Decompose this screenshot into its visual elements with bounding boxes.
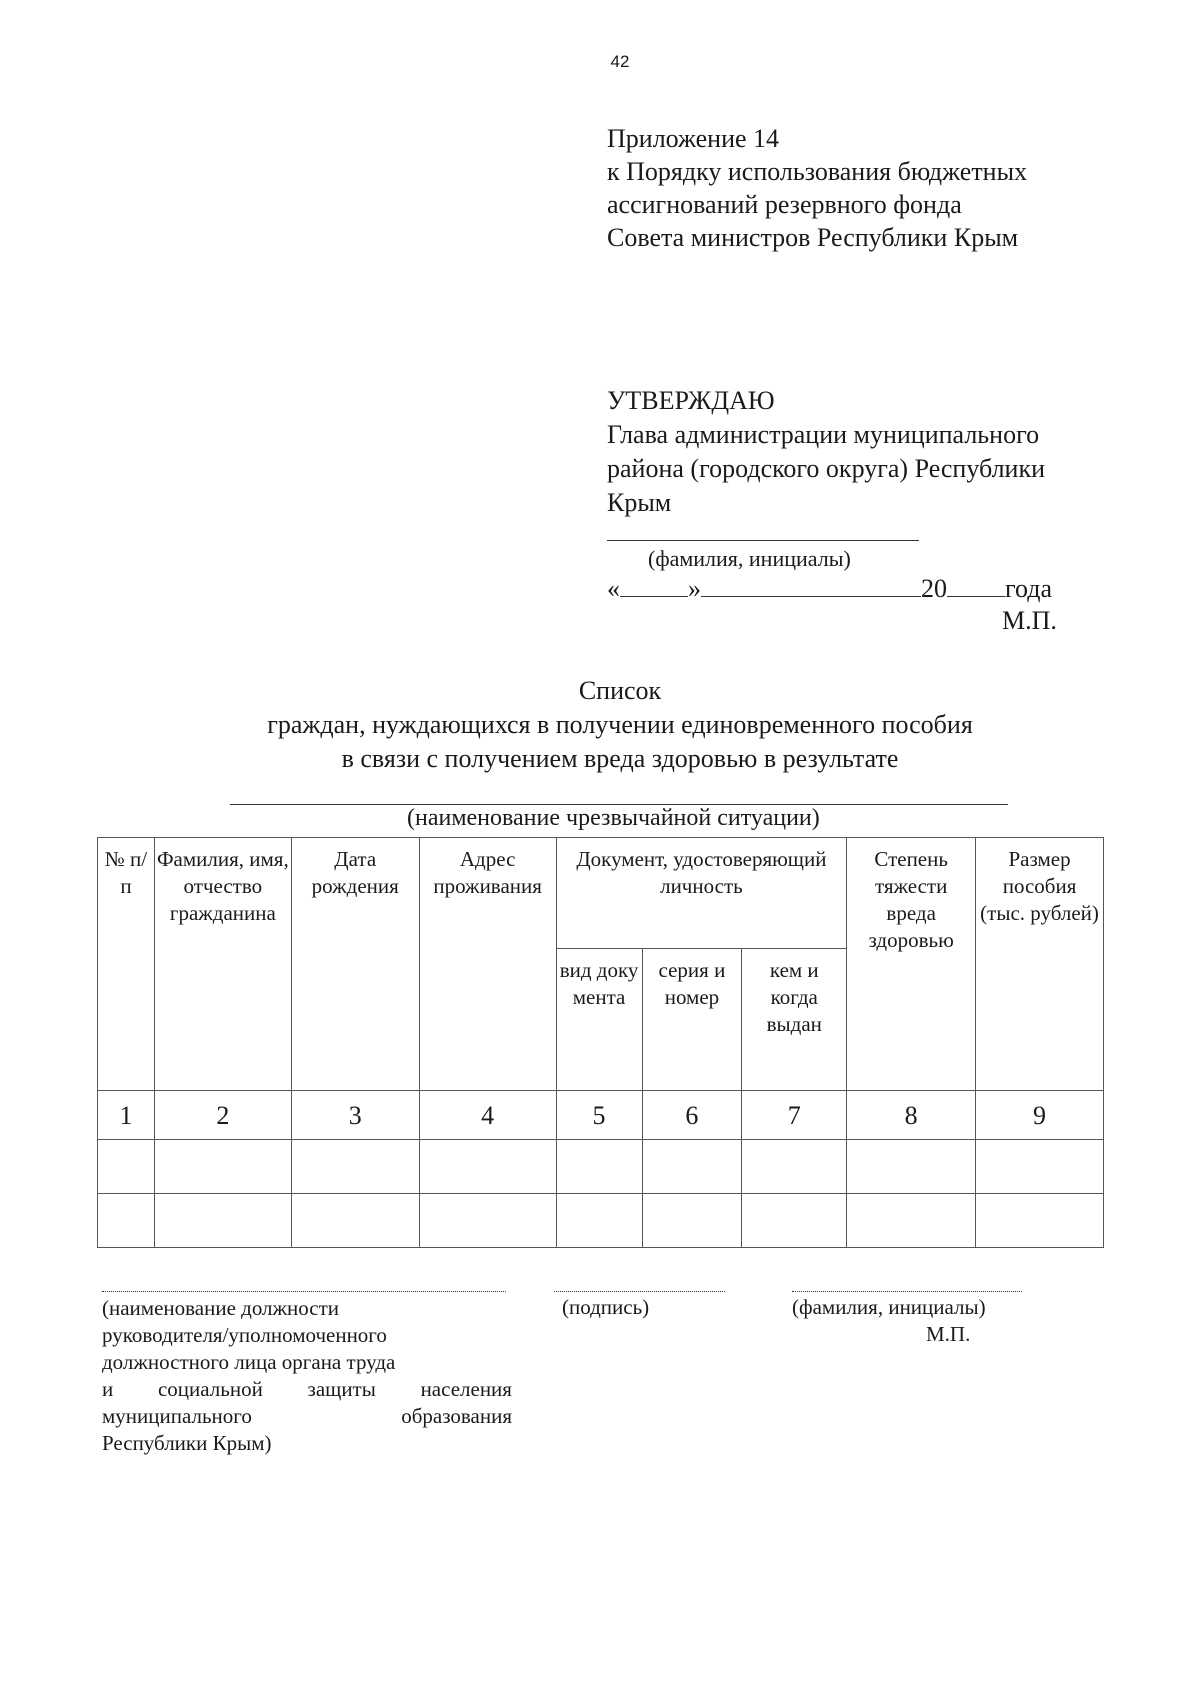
header-row — [98, 838, 1104, 949]
annex-line: Приложение 14 — [607, 124, 780, 153]
column-number-row — [98, 1091, 1104, 1140]
caption-word: социальной — [157, 1377, 263, 1401]
table-row — [98, 1140, 1104, 1194]
header-num: № п/п — [98, 838, 155, 1091]
date-century: 20 — [921, 574, 947, 603]
approval-line: района (городского округа) Республики — [607, 454, 1046, 483]
name-line[interactable] — [792, 1291, 1022, 1292]
citizens-table — [97, 837, 1104, 1248]
approval-signature-caption: (фамилия, инициалы) — [648, 546, 851, 571]
page-number: 42 — [610, 52, 630, 71]
date-year-blank[interactable] — [947, 572, 1005, 597]
table-cell[interactable] — [556, 1140, 642, 1194]
approval-stamp: М.П. — [1002, 606, 1057, 635]
caption-word: защиты — [307, 1377, 376, 1401]
date-year-word: года — [1005, 574, 1053, 603]
table-cell[interactable] — [98, 1140, 155, 1194]
title-line: в связи с получением вреда здоровью в результате — [341, 744, 899, 773]
table-cell[interactable] — [154, 1140, 291, 1194]
approval-line: Глава администрации муниципального — [607, 420, 1040, 449]
position-caption — [102, 1295, 512, 1457]
approval-date-line — [607, 572, 1052, 604]
position-line[interactable] — [102, 1291, 506, 1292]
table-cell[interactable] — [642, 1140, 742, 1194]
table-cell[interactable] — [556, 1194, 642, 1248]
table-cell[interactable] — [419, 1194, 556, 1248]
annex-line: к Порядку использования бюджетных — [607, 157, 1028, 186]
column-number: 2 — [154, 1091, 291, 1140]
approval-block — [607, 384, 1045, 520]
approval-heading: УТВЕРЖДАЮ — [607, 386, 775, 415]
position-caption-line: Республики Крым) — [102, 1431, 272, 1455]
date-month-blank[interactable] — [701, 572, 921, 597]
table-cell[interactable] — [98, 1194, 155, 1248]
header-doc-series: серия и номер — [642, 949, 742, 1091]
table-cell[interactable] — [291, 1194, 419, 1248]
caption-word: образования — [401, 1404, 512, 1428]
name-caption: (фамилия, инициалы) — [792, 1295, 986, 1319]
header-amount: Размер пособия (тыс. рублей) — [976, 838, 1104, 1091]
header-doc-issued: кем и когда выдан — [742, 949, 847, 1091]
position-caption-line: (наименование должности — [102, 1296, 340, 1320]
footer-stamp: М.П. — [926, 1322, 971, 1346]
table-cell[interactable] — [847, 1140, 976, 1194]
signature-caption: (подпись) — [562, 1295, 650, 1319]
table-cell[interactable] — [154, 1194, 291, 1248]
position-caption-line — [102, 1376, 512, 1403]
document-title — [200, 674, 1040, 776]
column-number: 1 — [98, 1091, 155, 1140]
annex-line: ассигнований резервного фонда — [607, 190, 962, 219]
date-day-blank[interactable] — [620, 572, 688, 597]
signature-line[interactable] — [554, 1291, 725, 1292]
table-cell[interactable] — [976, 1140, 1104, 1194]
column-number: 4 — [419, 1091, 556, 1140]
header-document: Документ, удостоверяющий личность — [556, 838, 847, 949]
table-cell[interactable] — [642, 1194, 742, 1248]
header-doc-type: вид доку мента — [556, 949, 642, 1091]
date-close-quote: » — [688, 574, 701, 603]
table-cell[interactable] — [847, 1194, 976, 1248]
table-cell[interactable] — [419, 1140, 556, 1194]
title-line: Список — [578, 676, 662, 705]
header-severity: Степень тяжести вреда здоровью — [847, 838, 976, 1091]
column-number: 8 — [847, 1091, 976, 1140]
column-number: 5 — [556, 1091, 642, 1140]
column-number: 6 — [642, 1091, 742, 1140]
approval-signature-line[interactable] — [607, 540, 919, 541]
table-cell[interactable] — [742, 1194, 847, 1248]
position-caption-line — [102, 1403, 512, 1430]
caption-word: населения — [420, 1377, 512, 1401]
annex-line: Совета министров Республики Крым — [607, 223, 1019, 252]
column-number: 3 — [291, 1091, 419, 1140]
emergency-name-caption: (наименование чрезвычайной ситуации) — [407, 805, 820, 831]
header-name: Фамилия, имя, отчество гражданина — [154, 838, 291, 1091]
table-cell[interactable] — [976, 1194, 1104, 1248]
title-line: граждан, нуждающихся в получении единовременного пособия — [267, 710, 973, 739]
column-number: 7 — [742, 1091, 847, 1140]
position-caption-line: руководителя/уполномоченного — [102, 1323, 387, 1347]
header-address: Адрес проживания — [419, 838, 556, 1091]
caption-word: муниципального — [102, 1404, 252, 1428]
caption-word: и — [102, 1377, 114, 1401]
position-caption-line: должностного лица органа труда — [102, 1350, 396, 1374]
header-birth: Дата рождения — [291, 838, 419, 1091]
table-row — [98, 1194, 1104, 1248]
column-number: 9 — [976, 1091, 1104, 1140]
date-open-quote: « — [607, 574, 620, 603]
annex-block — [607, 122, 1027, 254]
approval-line: Крым — [607, 488, 672, 517]
table-cell[interactable] — [742, 1140, 847, 1194]
table-cell[interactable] — [291, 1140, 419, 1194]
